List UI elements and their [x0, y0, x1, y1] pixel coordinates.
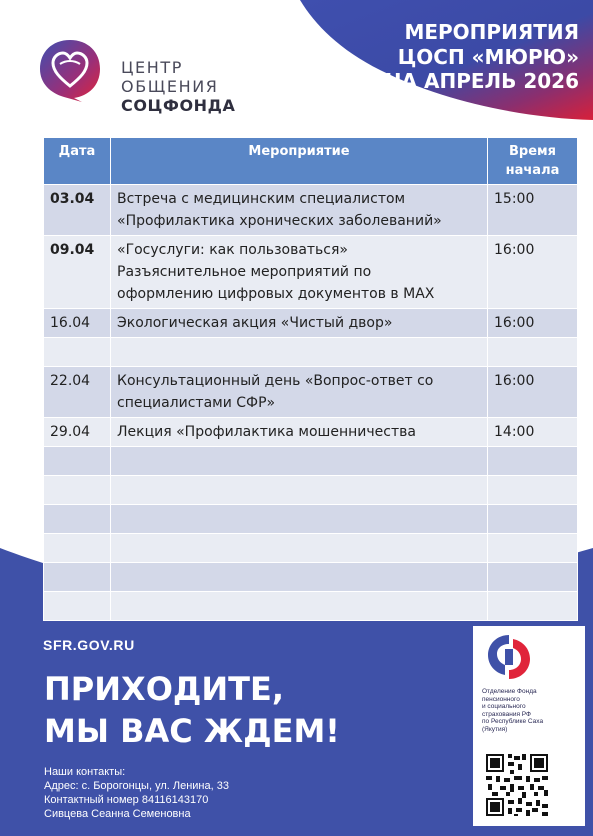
row-event-line: Консультационный день «Вопрос-ответ со: [117, 373, 434, 389]
table-row-empty: [44, 505, 578, 534]
row-time: 14:00: [488, 418, 578, 447]
header-event: Мероприятие: [111, 138, 488, 185]
table-row-empty: [44, 338, 578, 367]
contacts-phone: Контактный номер 84116143170: [44, 794, 209, 806]
row-date: 03.04: [44, 185, 111, 236]
page-title: [319, 20, 579, 94]
events-table: [43, 137, 578, 621]
call-to-action: [44, 668, 340, 752]
brand-line-3: СОЦФОНДА: [121, 96, 236, 115]
cta-line-1: ПРИХОДИТЕ,: [44, 670, 285, 708]
row-event: [111, 236, 488, 309]
sfr-line: страхования РФ: [482, 710, 531, 718]
contacts-address: Адрес: с. Борогонцы, ул. Ленина, 33: [44, 780, 229, 792]
row-event-line: оформлению цифровых документов в MAX: [117, 286, 435, 302]
table-row-empty: [44, 447, 578, 476]
sfr-line: и социального: [482, 703, 526, 710]
table-row: [44, 236, 578, 309]
heart-speech-bubble-icon: [38, 38, 102, 102]
row-time: 16:00: [488, 236, 578, 309]
table-row: [44, 418, 578, 447]
row-event: [111, 418, 488, 447]
row-date: 29.04: [44, 418, 111, 447]
sfr-line: (Якутия): [482, 725, 508, 733]
sfr-line: по Республике Саха: [482, 718, 544, 725]
contacts-block: [44, 765, 229, 821]
title-line-1: МЕРОПРИЯТИЯ: [404, 20, 579, 44]
sfr-line: Отделение Фонда: [482, 688, 537, 695]
row-time: 16:00: [488, 309, 578, 338]
website-link[interactable]: SFR.GOV.RU: [43, 637, 135, 653]
table-row-empty: [44, 563, 578, 592]
brand-line-1: ЦЕНТР: [121, 58, 183, 77]
sfr-line: пенсионного: [482, 695, 520, 703]
table-row-empty: [44, 534, 578, 563]
row-date: 22.04: [44, 367, 111, 418]
table-row-empty: [44, 476, 578, 505]
row-event-line: Лекция «Профилактика мошенничества: [117, 424, 416, 440]
row-time: 15:00: [488, 185, 578, 236]
title-line-2: ЦОСП «МЮРЮ»: [397, 44, 579, 69]
row-time: 16:00: [488, 367, 578, 418]
sfr-description: [482, 688, 582, 733]
row-date: 09.04: [44, 236, 111, 309]
row-event-line: специалистами СФР»: [117, 395, 276, 411]
contacts-person: Сивцева Сеанна Семеновна: [44, 808, 191, 820]
header-date: Дата: [44, 138, 111, 185]
row-event: [111, 309, 488, 338]
sfr-logo-icon: [483, 631, 535, 683]
row-event-line: «Госуслуги: как пользоваться»: [117, 242, 348, 258]
row-event-line: Встреча с медицинским специалистом: [117, 191, 406, 207]
row-event-line: «Профилактика хронических заболеваний»: [117, 213, 442, 229]
table-row: [44, 309, 578, 338]
header-time-line-2: начала: [505, 163, 560, 178]
header-time: [488, 138, 578, 185]
brand-line-2: ОБЩЕНИЯ: [121, 77, 219, 96]
contacts-title: Наши контакты:: [44, 766, 126, 778]
qr-code-icon[interactable]: [484, 752, 550, 818]
cta-line-2: МЫ ВАС ЖДЕМ!: [44, 712, 340, 750]
table-row: [44, 367, 578, 418]
table-header-row: [44, 138, 578, 185]
row-date: 16.04: [44, 309, 111, 338]
table-row: [44, 185, 578, 236]
header-time-line-1: Время: [508, 144, 556, 159]
title-line-3: НА АПРЕЛЬ 2026: [384, 69, 579, 93]
row-event-line: Экологическая акция «Чистый двор»: [117, 315, 393, 331]
row-event: [111, 185, 488, 236]
row-event: [111, 367, 488, 418]
brand-name: [121, 58, 235, 115]
table-row-empty: [44, 592, 578, 621]
row-event-line: Разъяснительное мероприятий по: [117, 264, 372, 280]
